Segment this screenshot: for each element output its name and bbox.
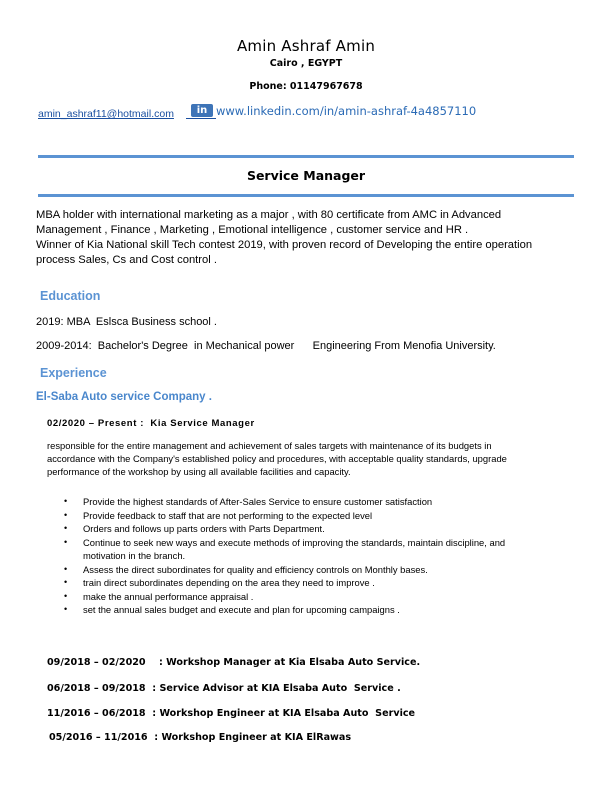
company-name: El-Saba Auto service Company .	[36, 391, 212, 403]
bullet-icon: •	[64, 523, 68, 533]
bullet-icon: •	[64, 604, 68, 614]
list-item	[64, 563, 574, 577]
list-item	[64, 522, 574, 536]
list-item	[64, 603, 574, 617]
job-title: Service Manager	[246, 168, 366, 183]
history-entry: 06/2018 – 09/2018 : Service Advisor at KIA Elsaba Auto Service .	[47, 683, 401, 694]
bullet-text: Continue to seek new ways and execute methods of improving the standards, maintain discipline, and	[83, 536, 506, 548]
bullet-text: Assess the direct subordinates for quality and efficiency controls on Monthly bases.	[83, 563, 428, 575]
bullet-icon: •	[64, 563, 68, 574]
description-line: responsible for the entire management and achievement of sales targets with maintenance of its budgets in	[47, 440, 492, 451]
top-divider	[38, 155, 574, 158]
current-role: 02/2020 – Present : Kia Service Manager	[47, 418, 255, 429]
list-item	[64, 536, 574, 563]
responsibilities-list	[64, 495, 574, 617]
education-item: 2009-2014: Bachelor's Degree in Mechanical power Engineering From Menofia University.	[36, 340, 496, 352]
summary-line: Management , Finance , Marketing , Emotional intelligence , customer service and HR .	[36, 224, 469, 236]
bullet-text: make the annual performance appraisal .	[83, 590, 254, 602]
list-item	[64, 576, 574, 590]
history-entry: 09/2018 – 02/2020 : Workshop Manager at Kia Elsaba Auto Service.	[47, 657, 421, 668]
linkedin-icon[interactable]: in	[191, 104, 213, 117]
location: Cairo , EGYPT	[269, 58, 343, 69]
summary-line: Winner of Kia National skill Tech contest 2019, with proven record of Developing the entire operation	[36, 239, 533, 251]
bullet-text-continued: motivation in the branch.	[83, 550, 186, 561]
list-item	[64, 590, 574, 604]
bullet-icon: •	[64, 496, 68, 506]
description-line: accordance with the Company's established policy and procedures, with acceptable quality standards, upgrade	[47, 453, 507, 464]
education-item: 2019: MBA Eslsca Business school .	[36, 316, 217, 328]
list-item	[64, 509, 574, 523]
bullet-icon: •	[64, 577, 68, 587]
summary-line: MBA holder with international marketing as a major , with 80 certificate from AMC in Advanced	[36, 209, 502, 221]
bullet-icon: •	[64, 536, 68, 547]
description-line: performance of the workshop by using all available facilities and capacity.	[47, 466, 351, 477]
bullet-text: set the annual sales budget and execute and plan for upcoming campaigns .	[83, 604, 400, 615]
summary	[36, 208, 581, 268]
bullet-text: Provide the highest standards of After-Sales Service to ensure customer satisfaction	[83, 496, 433, 507]
bullet-text: train direct subordinates depending on the area they need to improve .	[83, 577, 375, 588]
bullet-text: Provide feedback to staff that are not performing to the expected level	[83, 509, 373, 521]
history-entry: 05/2016 – 11/2016 : Workshop Engineer at KIA ElRawas	[49, 732, 352, 743]
history-entry: 11/2016 – 06/2018 : Workshop Engineer at KIA Elsaba Auto Service	[47, 708, 416, 719]
summary-line: process Sales, Cs and Cost control .	[36, 254, 217, 266]
bullet-icon: •	[64, 509, 68, 520]
phone: Phone: 01147967678	[249, 81, 363, 92]
list-item	[64, 495, 574, 509]
linkedin-link[interactable]: www.linkedin.com/in/amin-ashraf-4a4857110	[216, 104, 477, 118]
linkedin-icon-underline	[186, 118, 216, 119]
bullet-icon: •	[64, 590, 68, 601]
candidate-name: Amin Ashraf Amin	[236, 37, 376, 55]
role-description	[47, 439, 577, 478]
title-divider	[38, 194, 574, 197]
email-link[interactable]: amin_ashraf11@hotmail.com	[38, 108, 174, 120]
bullet-text: Orders and follows up parts orders with Parts Department.	[83, 523, 325, 534]
experience-heading: Experience	[40, 366, 107, 380]
education-heading: Education	[40, 289, 101, 303]
